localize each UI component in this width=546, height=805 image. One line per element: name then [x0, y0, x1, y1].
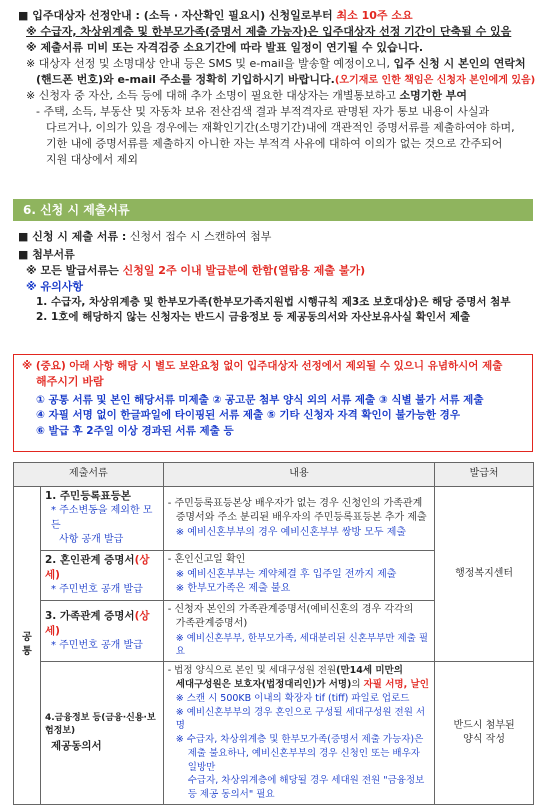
group-label: 공통 [14, 487, 41, 805]
note-contact: ※ 대상자 선정 및 소명대상 안내 등은 SMS 및 e-mail을 발송할 예정이오니, 입주 신청 시 본인의 연락처 [26, 56, 526, 70]
doc-financial-info-consent: 4.금융정보 등(금융·신용·보험정보) 제공동의서 [40, 662, 163, 805]
warning-line-1: ※ (중요) 아래 사항 해당 시 별도 보완요청 없이 입주대상자 선정에서 제외될 수 있으니 유념하시어 제출 [22, 360, 503, 372]
note-explanation-detail-3: 기한 내에 증명서류를 제출하지 아니한 자는 부적격 사유에 대하여 이의가 없는 것으로 간주되어 [46, 137, 503, 151]
content-resident-registration: - 주민등록표등본상 배우자가 없는 경우 신청인의 가족관계 증명서와 주소 분리된 배우자의 주민등록표등본 추가 제출 ※ 예비신혼부부의 경우 예비신혼부부 쌍방 모두 제출 [163, 487, 434, 551]
note-explanation-detail-4: 지원 대상에서 제외 [46, 153, 139, 166]
caution-item-2: 2. 1호에 해당하지 않는 신청자는 반드시 금융정보 등 제공동의서와 자산보유사실 확인서 제출 [36, 310, 471, 323]
content-financial-info-consent: - 법정 양식으로 본인 및 세대구성원 전원(만14세 미만의 세대구성원은 보호자(법정대리인)가 서명)의 자필 서명, 날인 ※ 스캔 시 500KB 이내의 확장자 tif (tiff) 파일로 업로드 ※ 예비신혼부부의 경우 혼인으로 구성될 세대구성원 전원 서명 ※ 수급자, 차상위계층 및 한부모가족(증명서 제출 가능자)은 제출 불요하나, 예비신혼부부의 경우 신청인 또는 배우자 일방만 수급자, 차상위계층에 해당될 경우 세대원 전원 "금융정보 등 제공 동의서" 필요 [163, 662, 434, 805]
issuer-attached-form: 반드시 첨부된 양식 작성 [435, 662, 534, 805]
note-contact-cont: (핸드폰 번호)와 e-mail 주소를 정확히 기입하시기 바랍니다.(오기재로 인한 책임은 신청자 본인에게 있음) [36, 72, 536, 86]
note-fast-track: ※ 수급자, 차상위계층 및 한부모가족(증명서 제출 가능자)은 입주대상자 선정 기간이 단축될 수 있음 [26, 24, 512, 38]
content-marriage-certificate: - 혼인신고일 확인 ※ 예비신혼부부는 계약체결 후 입주일 전까지 제출 ※ 한부모가족은 제출 불요 [163, 550, 434, 600]
doc-resident-registration: 1. 주민등록표등본 * 주소변동을 제외한 모든 사항 공개 발급 [40, 487, 163, 551]
caution-item-1: 1. 수급자, 차상위계층 및 한부모가족(한부모가족지원법 시행규칙 제3조 보호대상)은 해당 증명서 첨부 [36, 295, 511, 308]
doc-marriage-certificate: 2. 혼인관계 증명서(상세) * 주민번호 공개 발급 [40, 550, 163, 600]
col-header-issuer: 발급처 [435, 463, 534, 487]
warning-item-1: ① 공통 서류 및 본인 해당서류 미제출 ② 공고문 첨부 양식 외의 서류 제출 ③ 식별 불가 서류 제출 [36, 394, 484, 407]
note-explanation-detail-2: 다르거나, 이의가 있을 경우에는 재확인기간(소명기간)내에 객관적인 증명서류를 제출하여야 하며, [46, 121, 515, 135]
section-title: 6. 신청 시 제출서류 [13, 199, 533, 221]
required-documents-table [13, 462, 534, 805]
warning-item-2: ④ 자필 서명 없이 한글파일에 타이핑된 서류 제출 ⑤ 기타 신청자 자격 확인이 불가능한 경우 [36, 409, 460, 422]
table-row [14, 662, 534, 805]
warning-line-2: 해주시기 바람 [36, 375, 104, 389]
submit-method: ■ 신청 시 제출 서류 : 신청서 접수 시 스캔하여 첨부 [18, 230, 272, 243]
warning-item-3: ⑥ 발급 후 2주일 이상 경과된 서류 제출 등 [36, 424, 234, 437]
doc-family-relation-certificate: 3. 가족관계 증명서(상세) * 주민번호 공개 발급 [40, 600, 163, 662]
attachments-validity: ※ 모든 발급서류는 신청일 2주 이내 발급분에 한함(열람용 제출 불가) [26, 263, 366, 277]
issuer-community-center: 행정복지센터 [435, 487, 534, 662]
caution-heading: ※ 유의사항 [26, 279, 84, 293]
col-header-document: 제출서류 [14, 463, 164, 487]
note-explanation-detail-1: - 주택, 소득, 부동산 및 자동차 보유 전산검색 결과 부적격자로 판명된 자가 통보 내용이 사실과 [36, 105, 490, 119]
note-delay: ※ 제출서류 미비 또는 자격검증 소요기간에 따라 발표 일정이 연기될 수 있습니다. [26, 40, 424, 54]
selection-notice-block [18, 8, 538, 168]
content-family-relation-certificate: - 신청자 본인의 가족관계증명서(예비신혼의 경우 각각의 가족관계증명서) ※ 예비신혼부부, 한부모가족, 세대분리된 신혼부부만 제출 필요 [163, 600, 434, 662]
attachments-heading: ■ 첨부서류 [18, 247, 75, 261]
selection-notice-title: ■ 입주대상자 선정안내 : (소득 · 자산확인 필요시) 신청일로부터 최소 10주 소요 [18, 9, 413, 22]
exclusion-warning-box [13, 354, 533, 452]
table-row [14, 487, 534, 551]
table-header-row [14, 463, 534, 487]
note-explanation: ※ 신청자 중 자산, 소득 등에 대해 추가 소명이 필요한 대상자는 개별통보하고 소명기한 부여 [26, 89, 468, 103]
submission-info [18, 229, 538, 325]
col-header-content: 내용 [163, 463, 434, 487]
